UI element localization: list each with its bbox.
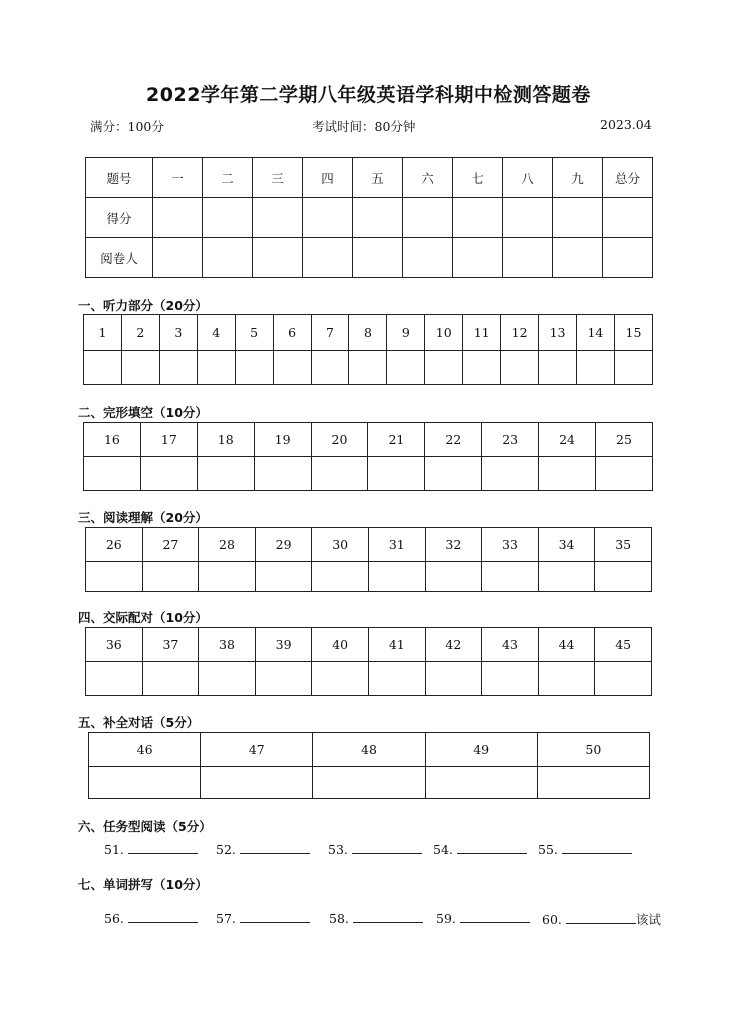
answer-cell[interactable]	[349, 351, 387, 385]
question-number: 26	[86, 528, 143, 562]
answer-cell[interactable]	[199, 662, 256, 696]
answer-blank[interactable]	[460, 910, 530, 923]
score-header-2: 二	[203, 158, 253, 198]
question-number: 22	[425, 423, 482, 457]
question-number: 12	[501, 315, 539, 351]
answer-cell[interactable]	[425, 351, 463, 385]
answer-cell[interactable]	[539, 457, 596, 491]
answer-cell[interactable]	[537, 767, 649, 799]
blank-item	[104, 910, 198, 926]
score-cell[interactable]	[203, 198, 253, 238]
answer-cell[interactable]	[425, 767, 537, 799]
score-table	[85, 157, 653, 278]
question-number: 25	[596, 423, 653, 457]
question-number: 43	[482, 628, 539, 662]
page-title: 2022学年第二学期八年级英语学科期中检测答题卷	[146, 84, 591, 106]
question-number: 8	[349, 315, 387, 351]
score-cell[interactable]	[553, 198, 603, 238]
score-table-header-row	[86, 158, 653, 198]
grader-cell[interactable]	[303, 238, 353, 278]
answer-blank[interactable]	[240, 841, 310, 854]
question-number-row	[84, 315, 653, 351]
grader-cell[interactable]	[203, 238, 253, 278]
full-score: 满分：100分	[90, 119, 164, 134]
score-row	[86, 198, 653, 238]
score-header-label: 题号	[86, 158, 153, 198]
question-number: 46	[89, 733, 201, 767]
question-number: 32	[425, 528, 482, 562]
grader-cell[interactable]	[353, 238, 403, 278]
question-number: 18	[197, 423, 254, 457]
spelling-blanks	[0, 910, 737, 930]
question-number: 37	[142, 628, 199, 662]
task-reading-blanks	[0, 841, 737, 861]
answer-cell[interactable]	[255, 662, 312, 696]
blank-item	[104, 841, 198, 857]
question-number: 40	[312, 628, 369, 662]
answer-blank[interactable]	[562, 841, 632, 854]
section-spelling-title: 七、单词拼写（10分）	[78, 877, 208, 892]
question-number: 41	[368, 628, 425, 662]
blank-item	[538, 841, 632, 857]
answer-cell[interactable]	[595, 662, 652, 696]
grader-cell[interactable]	[253, 238, 303, 278]
answer-cell[interactable]	[84, 351, 122, 385]
answer-cell[interactable]	[313, 767, 425, 799]
reading-answer-grid	[85, 527, 652, 592]
answer-blank[interactable]	[566, 911, 636, 924]
grader-row-label: 阅卷人	[86, 238, 153, 278]
answer-cell[interactable]	[368, 457, 425, 491]
question-number: 2	[121, 315, 159, 351]
answer-cell[interactable]	[368, 562, 425, 592]
question-number: 45	[595, 628, 652, 662]
answer-row	[86, 662, 652, 696]
grader-cell[interactable]	[553, 238, 603, 278]
answer-cell[interactable]	[312, 562, 369, 592]
blank-number: 57.	[216, 911, 236, 926]
question-number: 9	[387, 315, 425, 351]
blank-number: 56.	[104, 911, 124, 926]
blank-number: 54.	[433, 842, 453, 857]
answer-cell[interactable]	[140, 457, 197, 491]
question-number: 16	[84, 423, 141, 457]
score-cell[interactable]	[453, 198, 503, 238]
score-cell[interactable]	[353, 198, 403, 238]
score-header-7: 七	[453, 158, 503, 198]
question-number: 21	[368, 423, 425, 457]
question-number: 36	[86, 628, 143, 662]
score-cell[interactable]	[403, 198, 453, 238]
listening-answer-grid	[83, 314, 653, 385]
score-header-8: 八	[503, 158, 553, 198]
answer-cell[interactable]	[142, 562, 199, 592]
question-number: 19	[254, 423, 311, 457]
blank-item	[436, 910, 530, 926]
answer-cell[interactable]	[596, 457, 653, 491]
question-number: 39	[255, 628, 312, 662]
section-listening-title: 一、听力部分（20分）	[78, 298, 208, 313]
answer-cell[interactable]	[159, 351, 197, 385]
blank-number: 55.	[538, 842, 558, 857]
score-cell[interactable]	[253, 198, 303, 238]
question-number: 27	[142, 528, 199, 562]
answer-blank[interactable]	[353, 910, 423, 923]
score-cell[interactable]	[303, 198, 353, 238]
question-number-row	[84, 423, 653, 457]
answer-cell[interactable]	[254, 457, 311, 491]
question-number: 4	[197, 315, 235, 351]
question-number: 20	[311, 423, 368, 457]
blank-number: 60.	[542, 912, 562, 927]
blank-item	[433, 841, 527, 857]
question-number: 13	[539, 315, 577, 351]
question-number: 34	[538, 528, 595, 562]
question-number: 11	[463, 315, 501, 351]
blank-item	[328, 841, 422, 857]
blank-item	[542, 910, 661, 928]
score-header-3: 三	[253, 158, 303, 198]
blank-number: 53.	[328, 842, 348, 857]
answer-cell[interactable]	[121, 351, 159, 385]
answer-blank[interactable]	[352, 841, 422, 854]
answer-cell[interactable]	[576, 351, 614, 385]
question-number: 10	[425, 315, 463, 351]
answer-cell[interactable]	[538, 562, 595, 592]
grader-cell[interactable]	[603, 238, 653, 278]
answer-cell[interactable]	[201, 767, 313, 799]
exam-time: 考试时间：80分钟	[312, 119, 416, 134]
question-number: 1	[84, 315, 122, 351]
question-number: 50	[537, 733, 649, 767]
question-number: 44	[538, 628, 595, 662]
answer-cell[interactable]	[86, 562, 143, 592]
score-header-1: 一	[153, 158, 203, 198]
answer-row	[86, 562, 652, 592]
question-number: 49	[425, 733, 537, 767]
grader-row	[86, 238, 653, 278]
answer-cell[interactable]	[539, 351, 577, 385]
question-number: 23	[482, 423, 539, 457]
section-task-reading-title: 六、任务型阅读（5分）	[78, 819, 212, 834]
cloze-answer-grid	[83, 422, 653, 491]
answer-cell[interactable]	[387, 351, 425, 385]
answer-cell[interactable]	[197, 351, 235, 385]
question-number: 42	[425, 628, 482, 662]
answer-cell[interactable]	[425, 562, 482, 592]
question-number-row	[86, 628, 652, 662]
answer-cell[interactable]	[197, 457, 254, 491]
matching-answer-grid	[85, 627, 652, 696]
answer-cell[interactable]	[368, 662, 425, 696]
answer-cell[interactable]	[255, 562, 312, 592]
question-number: 5	[235, 315, 273, 351]
blank-number: 59.	[436, 911, 456, 926]
question-number: 6	[273, 315, 311, 351]
answer-cell[interactable]	[199, 562, 256, 592]
answer-row	[84, 351, 653, 385]
answer-cell[interactable]	[235, 351, 273, 385]
score-header-9: 九	[553, 158, 603, 198]
exam-date: 2023.04	[600, 117, 652, 132]
question-number: 35	[595, 528, 652, 562]
blank-item	[216, 910, 310, 926]
answer-cell[interactable]	[482, 457, 539, 491]
answer-cell[interactable]	[89, 767, 201, 799]
section-reading-title: 三、阅读理解（20分）	[78, 510, 208, 525]
question-number-row	[89, 733, 650, 767]
score-header-4: 四	[303, 158, 353, 198]
question-number: 47	[201, 733, 313, 767]
score-header-5: 五	[353, 158, 403, 198]
answer-blank[interactable]	[128, 910, 198, 923]
question-number: 33	[482, 528, 539, 562]
blank-number: 51.	[104, 842, 124, 857]
blank-item	[329, 910, 423, 926]
grader-cell[interactable]	[453, 238, 503, 278]
answer-cell[interactable]	[312, 662, 369, 696]
grader-cell[interactable]	[503, 238, 553, 278]
question-number: 30	[312, 528, 369, 562]
answer-cell[interactable]	[142, 662, 199, 696]
answer-cell[interactable]	[311, 351, 349, 385]
question-number: 28	[199, 528, 256, 562]
section-cloze-title: 二、完形填空（10分）	[78, 405, 208, 420]
answer-cell[interactable]	[595, 562, 652, 592]
answer-cell[interactable]	[84, 457, 141, 491]
answer-cell[interactable]	[614, 351, 652, 385]
answer-cell[interactable]	[463, 351, 501, 385]
trailing-text: 该试	[635, 912, 661, 927]
question-number: 31	[368, 528, 425, 562]
question-number: 38	[199, 628, 256, 662]
grader-cell[interactable]	[153, 238, 203, 278]
answer-blank[interactable]	[128, 841, 198, 854]
question-number: 29	[255, 528, 312, 562]
answer-blank[interactable]	[457, 841, 527, 854]
question-number: 24	[539, 423, 596, 457]
blank-item	[216, 841, 310, 857]
answer-cell[interactable]	[501, 351, 539, 385]
answer-cell[interactable]	[86, 662, 143, 696]
question-number: 17	[140, 423, 197, 457]
score-cell[interactable]	[603, 198, 653, 238]
answer-cell[interactable]	[425, 457, 482, 491]
question-number: 48	[313, 733, 425, 767]
question-number: 14	[576, 315, 614, 351]
answer-cell[interactable]	[482, 662, 539, 696]
answer-cell[interactable]	[311, 457, 368, 491]
answer-row	[84, 457, 653, 491]
question-number: 7	[311, 315, 349, 351]
score-header-total: 总分	[603, 158, 653, 198]
question-number-row	[86, 528, 652, 562]
answer-row	[89, 767, 650, 799]
grader-cell[interactable]	[403, 238, 453, 278]
question-number: 3	[159, 315, 197, 351]
answer-cell[interactable]	[482, 562, 539, 592]
score-cell[interactable]	[503, 198, 553, 238]
blank-number: 58.	[329, 911, 349, 926]
blank-number: 52.	[216, 842, 236, 857]
answer-cell[interactable]	[425, 662, 482, 696]
answer-cell[interactable]	[273, 351, 311, 385]
question-number: 15	[614, 315, 652, 351]
score-cell[interactable]	[153, 198, 203, 238]
answer-blank[interactable]	[240, 910, 310, 923]
section-dialogue-title: 五、补全对话（5分）	[78, 715, 200, 730]
score-header-6: 六	[403, 158, 453, 198]
answer-cell[interactable]	[538, 662, 595, 696]
score-row-label: 得分	[86, 198, 153, 238]
section-matching-title: 四、交际配对（10分）	[78, 610, 208, 625]
dialogue-answer-grid	[88, 732, 650, 799]
